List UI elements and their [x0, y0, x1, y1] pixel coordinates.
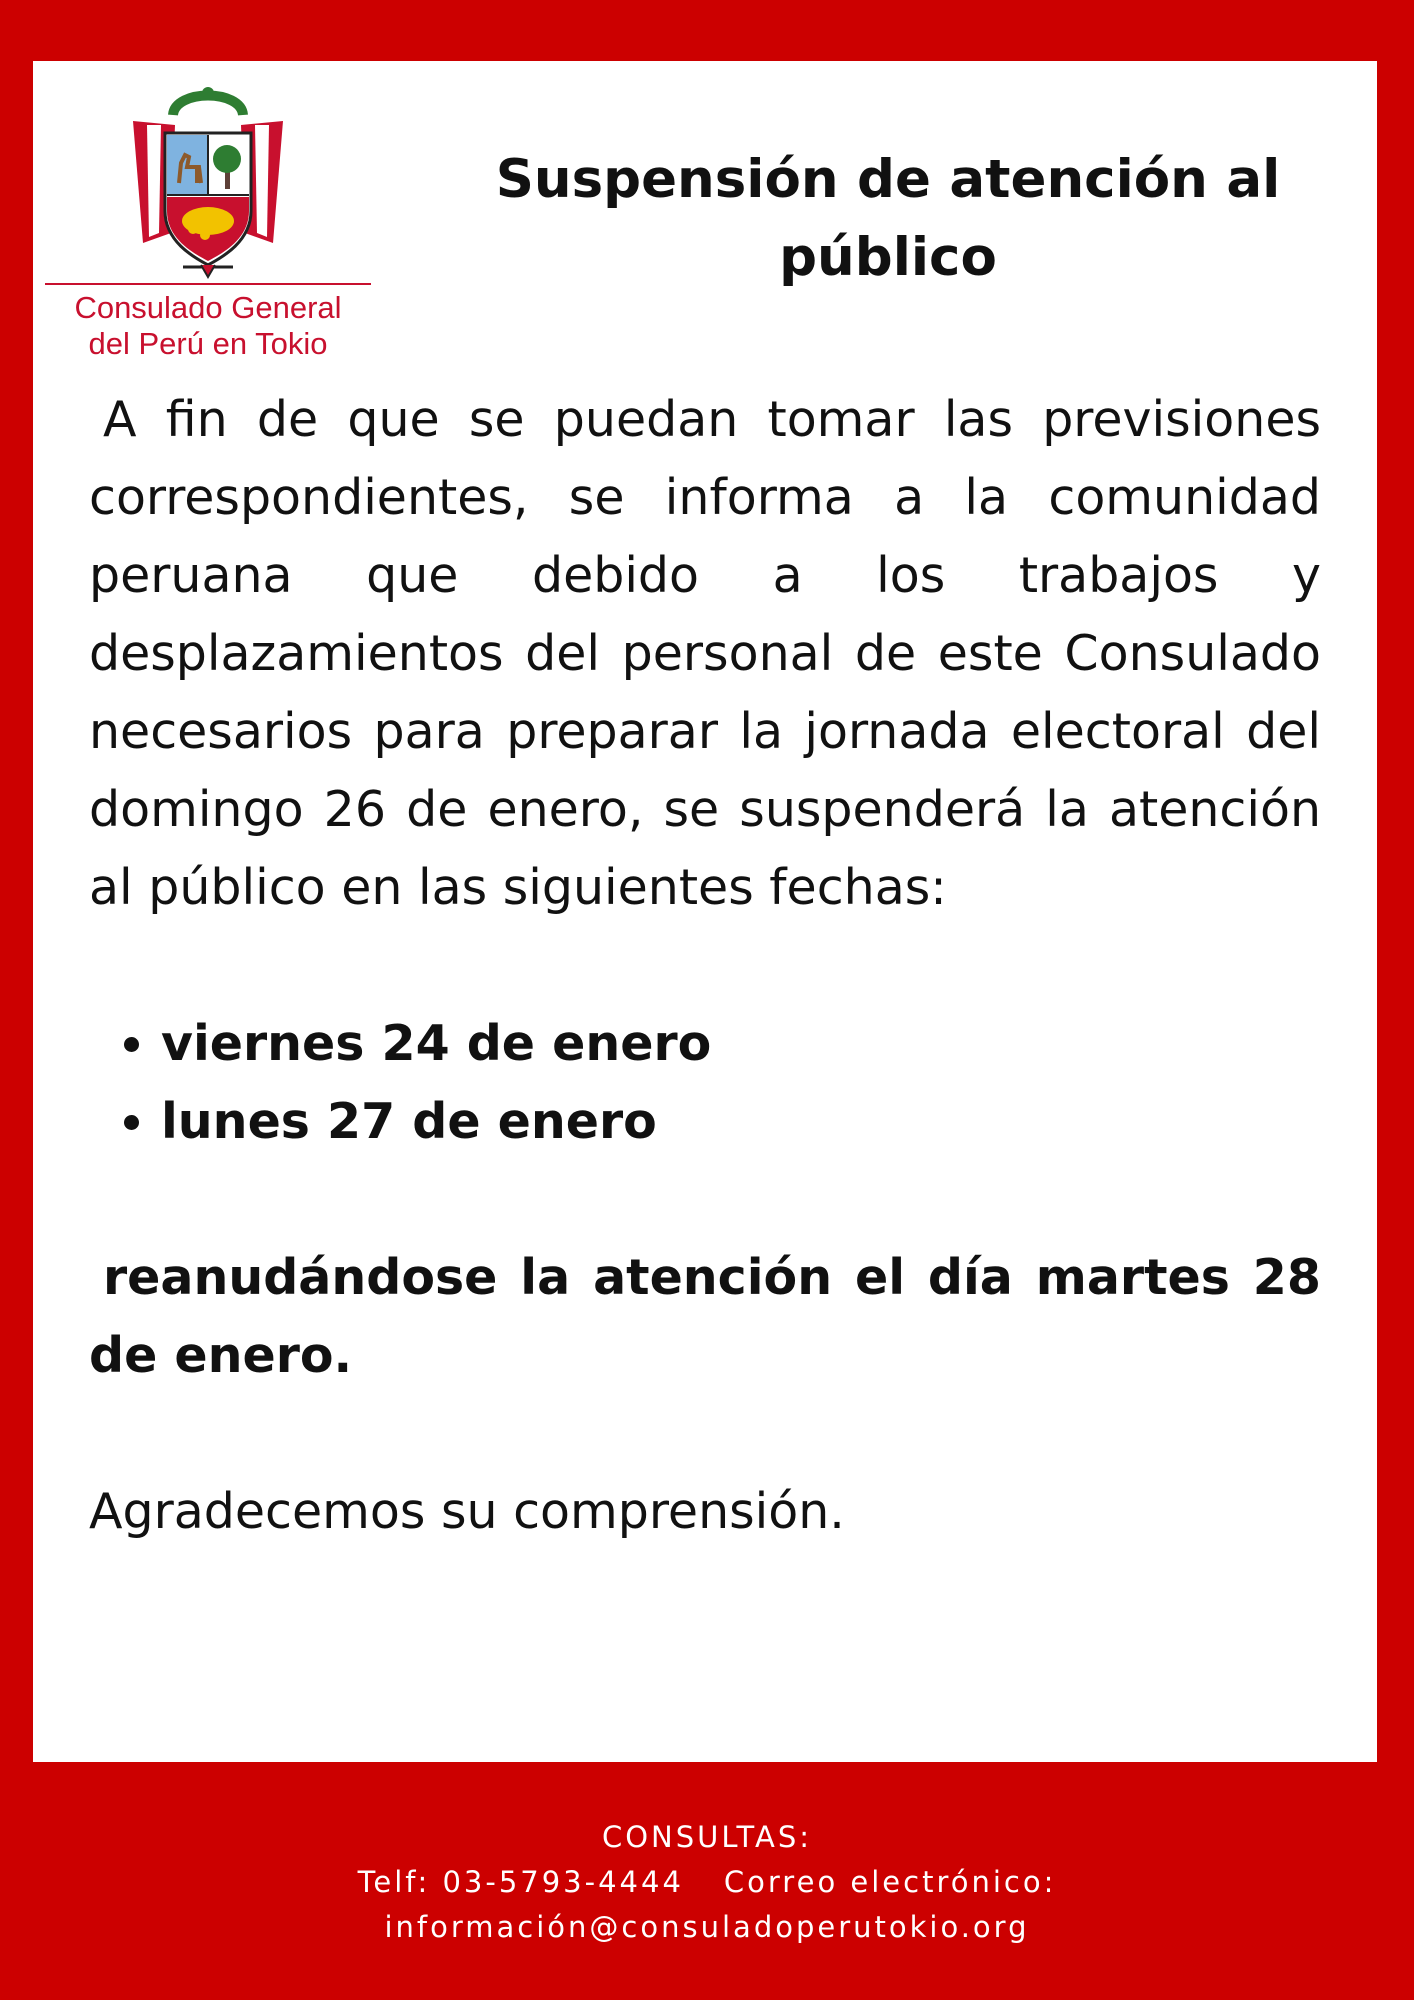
email-address[interactable]: información@consuladoperutokio.org: [384, 1910, 1030, 1944]
date-item: • lunes 27 de enero: [161, 1083, 1321, 1161]
notice-body: [89, 381, 1321, 1551]
phone-number: Telf: 03-5793-4444: [357, 1865, 684, 1899]
consulate-name-line1: Consulado General: [74, 290, 342, 325]
notice-title: Suspensión de atención al público: [495, 149, 1281, 288]
footer-contact-line: [0, 1860, 1414, 1905]
peru-coat-of-arms-icon: [113, 83, 303, 279]
date-item: • viernes 24 de enero: [161, 1005, 1321, 1083]
notice-card: [33, 61, 1377, 1762]
thanks-line: Agradecemos su comprensión.: [89, 1483, 845, 1540]
footer-heading: CONSULTAS:: [601, 1820, 813, 1854]
consulate-name-line2: del Perú en Tokio: [88, 326, 328, 361]
contact-footer: [0, 1815, 1414, 1950]
consulate-logo: [45, 83, 371, 363]
resume-statement: reanudándose la atención el día martes 28 de enero.: [89, 1249, 1321, 1384]
email-label: Correo electrónico:: [723, 1865, 1057, 1899]
consulate-name: [45, 290, 371, 362]
intro-paragraph: A fin de que se puedan tomar las previsiones correspondientes, se informa a la comunidad peruana que debido a los trabajos y desplazamientos del personal de este Consulado necesarios para preparar la jornada electoral del domingo 26 de enero, se suspenderá la atención al público en las siguientes fechas:: [89, 391, 1321, 916]
logo-divider: [45, 283, 371, 285]
suspension-dates: [89, 1005, 1321, 1161]
